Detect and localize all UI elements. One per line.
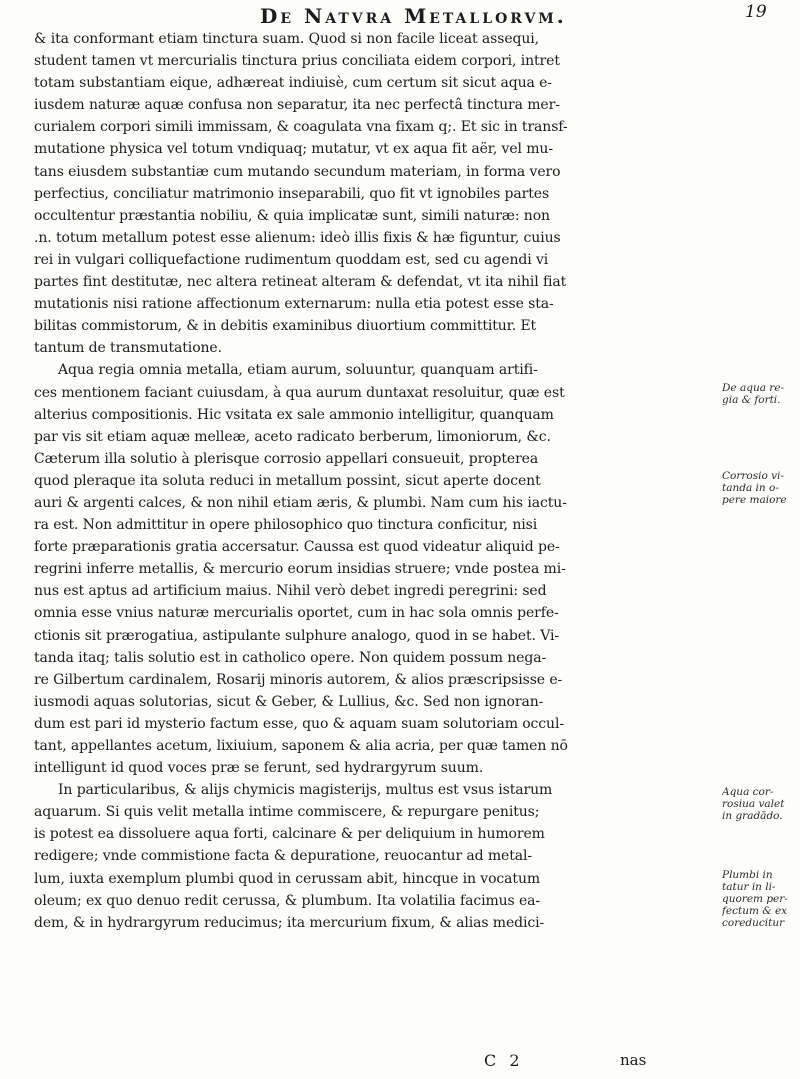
text-line: occultentur præstantia nobiliu, & quia implicatæ sunt, simili naturæ: non bbox=[34, 207, 550, 224]
margin-note-aqua-corrosiva bbox=[722, 786, 798, 822]
text-line: iusdem naturæ aquæ confusa non separatur, ita nec perfectâ tinctura mer- bbox=[34, 97, 560, 114]
text-line: ctionis sit prærogatiua, astipulante sulphure analogo, quod in se habet. Vi- bbox=[34, 627, 559, 644]
text-line: nus est aptus ad artificium maius. Nihil verò debet ingredi peregrini: sed bbox=[34, 583, 547, 600]
page-number: 19 bbox=[745, 2, 767, 22]
text-line: redigere; vnde commistione facta & depuratione, reuocantur ad metal- bbox=[34, 848, 533, 865]
text-line: dem, & in hydrargyrum reducimus; ita mercurium fixum, & alias medici- bbox=[34, 914, 545, 931]
margin-note-line: fectum & ex bbox=[722, 905, 788, 917]
margin-note-corrosio bbox=[722, 470, 798, 506]
text-line: perfectius, conciliatur matrimonio inseparabili, quo fit vt ignobiles partes bbox=[34, 185, 550, 202]
text-line: In particularibus, & alijs chymicis magisterijs, multus est vsus istarum bbox=[58, 782, 553, 799]
text-line: Aqua regia omnia metalla, etiam aurum, soluuntur, quanquam artifi- bbox=[58, 362, 538, 379]
text-line: .n. totum metallum potest esse alienum: ideò illis fixis & hæ figuntur, cuius bbox=[34, 229, 561, 246]
text-line: mutationis nisi ratione affectionum externarum: nulla etia potest esse sta- bbox=[34, 296, 554, 313]
text-line: tant, appellantes acetum, lixiuium, saponem & alia acria, per quæ tamen nō bbox=[34, 738, 568, 754]
text-line: mutatione physica vel totum vndiquaq; mutatur, vt ex aqua fit aër, vel mu- bbox=[34, 141, 553, 158]
text-line: is potest ea dissoluere aqua forti, calcinare & per deliquium in humorem bbox=[34, 826, 545, 843]
text-line: tanda itaq; talis solutio est in catholico opere. Non quidem possum nega- bbox=[34, 649, 547, 666]
text-line: student tamen vt mercurialis tinctura prius conciliata eidem corpori, intret bbox=[34, 53, 560, 70]
text-line: re Gilbertum cardinalem, Rosarij minoris autorem, & alios præscripsisse e- bbox=[34, 671, 563, 688]
text-line: quod pleraque ita soluta reduci in metallum possint, sicut aperte docent bbox=[34, 472, 541, 489]
margin-note-line: gia & forti. bbox=[722, 394, 781, 406]
margin-note-line: in gradādo. bbox=[722, 810, 783, 822]
running-head: De Natvra Metallorvm. bbox=[260, 4, 567, 28]
text-line: iusmodi aquas solutorias, sicut & Geber, & Lullius, &c. Sed non ignoran- bbox=[34, 693, 544, 710]
margin-note-plumbum bbox=[722, 869, 798, 929]
margin-note-line: Aqua cor- bbox=[722, 786, 774, 798]
text-line: lum, iuxta exemplum plumbi quod in cerussam abit, hincque in vocatum bbox=[34, 870, 541, 887]
text-line: intelligunt id quod voces præ se ferunt, sed hydrargyrum suum. bbox=[34, 760, 484, 777]
text-line: ra est. Non admittitur in opere philosophico quo tinctura conficitur, nisi bbox=[34, 517, 538, 534]
text-line: rei in vulgari colliquefactione rudimentum quoddam est, sed cu agendi vi bbox=[34, 251, 549, 268]
signature-mark: C 2 bbox=[484, 1051, 524, 1070]
margin-note-aqua-regia bbox=[722, 382, 798, 406]
catchword: nas bbox=[620, 1051, 647, 1069]
text-line: forte præparationis gratia accersatur. Caussa est quod videatur aliquid pe- bbox=[34, 539, 560, 556]
margin-note-line: Plumbi in bbox=[722, 869, 773, 881]
text-line: Cæterum illa solutio à plerisque corrosio appellari consueuit, propterea bbox=[34, 450, 539, 467]
margin-note-line: coreducitur bbox=[722, 917, 785, 929]
text-line: auri & argenti calces, & non nihil etiam æris, & plumbi. Nam cum his iactu- bbox=[34, 494, 567, 511]
text-line: par vis sit etiam aquæ melleæ, aceto radicato berberum, limoniorum, &c. bbox=[34, 428, 551, 445]
text-line: tans eiusdem substantiæ cum mutando secundum materiam, in forma vero bbox=[34, 163, 561, 180]
text-line: curialem corpori simili immissam, & coagulata vna fixam q;. Et sic in transf- bbox=[34, 119, 568, 136]
margin-note-line: Corrosio vi- bbox=[722, 470, 784, 482]
margin-note-line: quorem per- bbox=[722, 893, 788, 905]
margin-note-line: De aqua re- bbox=[722, 382, 785, 394]
text-line: totam substantiam eique, adhæreat indiuisè, cum certum sit sicut aqua e- bbox=[34, 75, 552, 92]
text-line: dum est pari id mysterio factum esse, quo & aquam suam solutoriam occul- bbox=[34, 715, 564, 732]
margin-note-line: rosiua valet bbox=[722, 798, 785, 810]
text-line: & ita conformant etiam tinctura suam. Quod si non facile liceat assequi, bbox=[34, 31, 540, 47]
text-line: alterius compositionis. Hic vsitata ex sale ammonio intelligitur, quanquam bbox=[34, 406, 554, 423]
text-line: regrini inferre metallis, & mercurio eorum insidias struere; vnde postea mi- bbox=[34, 561, 566, 578]
text-line: bilitas commistorum, & in debitis examinibus diuortium committitur. Et bbox=[34, 318, 537, 335]
text-line: ces mentionem faciant cuiusdam, à qua aurum duntaxat resoluitur, quæ est bbox=[34, 384, 565, 401]
text-line: aquarum. Si quis velit metalla intime commiscere, & repurgare penitus; bbox=[34, 804, 540, 821]
margin-note-line: tanda in o- bbox=[722, 482, 779, 494]
text-line: oleum; ex quo denuo redit cerussa, & plumbum. Ita volatilia facimus ea- bbox=[34, 892, 541, 909]
text-line: omnia esse vnius naturæ mercurialis oportet, cum in hac sola omnis perfe- bbox=[34, 605, 559, 622]
text-line: tantum de transmutatione. bbox=[34, 340, 222, 357]
text-line: partes fint destitutæ, nec altera retineat alteram & defendat, vt ita nihil fiat bbox=[34, 274, 567, 291]
body-text bbox=[34, 28, 714, 934]
margin-note-line: tatur in li- bbox=[722, 881, 776, 893]
margin-note-line: pere maiore bbox=[722, 494, 787, 506]
